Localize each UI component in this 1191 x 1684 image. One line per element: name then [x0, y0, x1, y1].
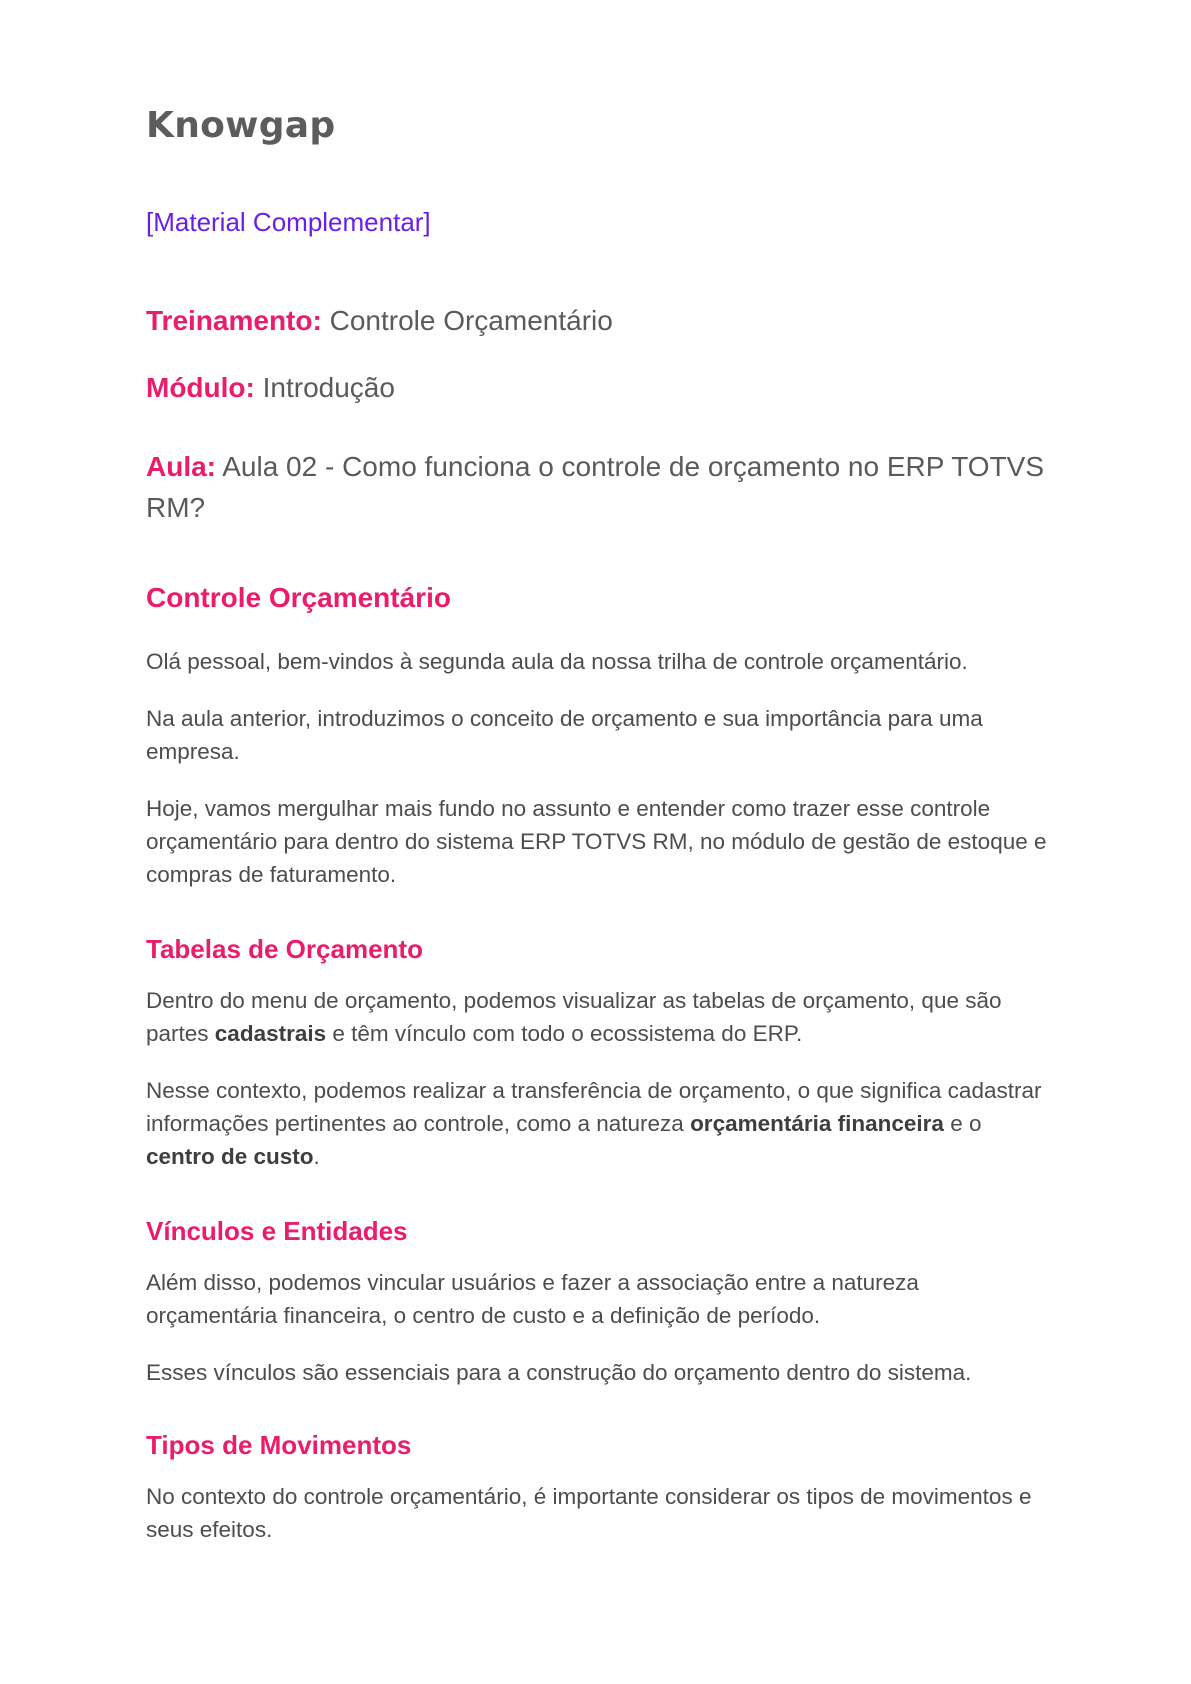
text-run: . — [313, 1144, 320, 1169]
paragraph: Olá pessoal, bem-vindos à segunda aula da nossa trilha de controle orçamentário. — [146, 649, 968, 674]
paragraph: Hoje, vamos mergulhar mais fundo no assunto e entender como trazer esse controle orçamentário para dentro do sistema ERP TOTVS RM, no módulo de gestão de estoque e compras de faturamento. — [146, 796, 1047, 887]
bold-term: orçamentária financeira — [690, 1111, 944, 1136]
bold-term: cadastrais — [214, 1021, 327, 1046]
text-run: e o — [943, 1111, 982, 1136]
text-run: e têm vínculo com todo o ecossistema do ERP. — [326, 1021, 803, 1046]
modulo-value: Introdução — [262, 372, 395, 403]
paragraph — [146, 984, 1056, 1050]
aula-label: Aula: — [146, 451, 216, 482]
section-title-tipos: Tipos de Movimentos — [146, 1430, 412, 1460]
paragraph — [146, 1074, 1056, 1173]
paragraph: No contexto do controle orçamentário, é importante considerar os tipos de movimentos e seus efeitos. — [146, 1484, 1032, 1542]
meta-aula — [146, 446, 1046, 528]
meta-treinamento — [146, 300, 1046, 341]
modulo-label: Módulo: — [146, 372, 255, 403]
treinamento-value: Controle Orçamentário — [329, 305, 613, 336]
section-title-vinculos: Vínculos e Entidades — [146, 1216, 408, 1246]
text-run: Dentro do menu de orçamento, podemos visualizar as tabelas de orçamento, que são partes — [146, 988, 1002, 1046]
treinamento-label: Treinamento: — [146, 305, 322, 336]
bold-term: centro de custo — [146, 1144, 314, 1169]
aula-value: Aula 02 - Como funciona o controle de orçamento no ERP TOTVS RM? — [146, 451, 1045, 523]
text-run: Nesse contexto, podemos realizar a transferência de orçamento, o que significa cadastrar informações pertinentes ao controle, como a natureza — [146, 1078, 1042, 1136]
paragraph: Além disso, podemos vincular usuários e fazer a associação entre a natureza orçamentária financeira, o centro de custo e a definição de período. — [146, 1270, 919, 1328]
section-title-controle: Controle Orçamentário — [146, 582, 451, 613]
brand-logo: Knowgap — [146, 105, 336, 146]
section-title-tabelas: Tabelas de Orçamento — [146, 934, 423, 964]
paragraph: Na aula anterior, introduzimos o conceito de orçamento e sua importância para uma empresa. — [146, 706, 983, 764]
paragraph: Esses vínculos são essenciais para a construção do orçamento dentro do sistema. — [146, 1360, 972, 1385]
meta-modulo — [146, 367, 1046, 408]
material-tag: [Material Complementar] — [146, 207, 431, 237]
